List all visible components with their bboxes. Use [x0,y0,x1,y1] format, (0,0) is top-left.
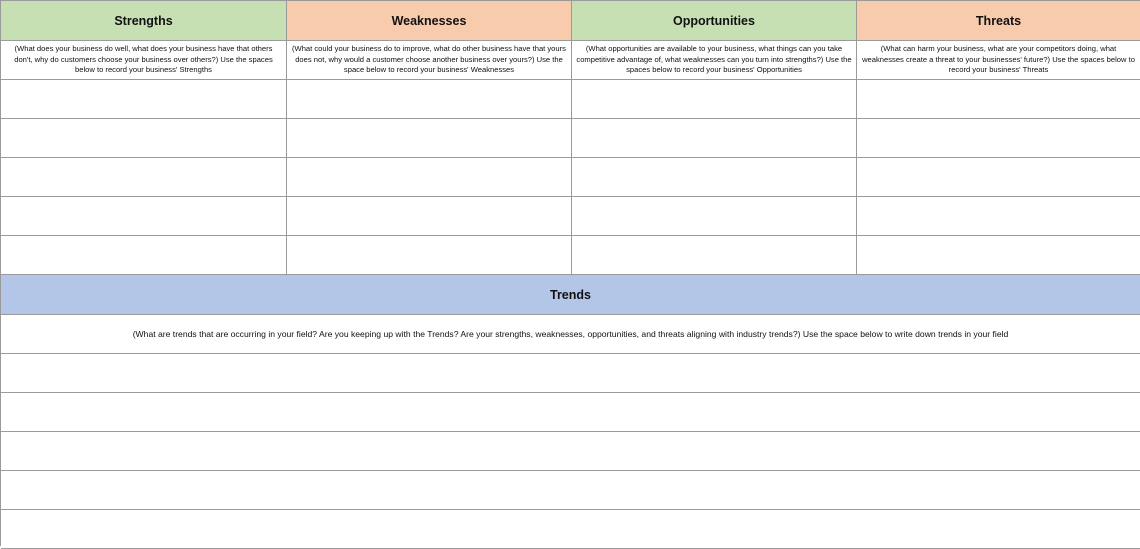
opportunities-entry-cell[interactable] [572,236,857,275]
weaknesses-entry-cell[interactable] [287,119,572,158]
threats-entry-cell[interactable] [857,80,1140,119]
strengths-entry-cell[interactable] [1,158,287,197]
threats-header[interactable]: Threats [857,1,1140,41]
trends-header[interactable]: Trends [1,275,1140,315]
swot-entry-row [1,80,1140,119]
opportunities-entry-cell[interactable] [572,119,857,158]
swot-entry-row [1,236,1140,275]
trends-entry-row [1,354,1140,393]
threats-entry-cell[interactable] [857,236,1140,275]
trends-entry-cell[interactable] [1,432,1140,471]
trends-entry-row [1,510,1140,549]
trends-entry-cell[interactable] [1,354,1140,393]
opportunities-header[interactable]: Opportunities [572,1,857,41]
strengths-entry-cell[interactable] [1,80,287,119]
trends-description[interactable]: (What are trends that are occurring in your field? Are you keeping up with the Trends? Are your strengths, weaknesses, opportunities, and threats aligning with industry trends?) Use the space below to write down trends in your field [1,315,1140,354]
trends-entry-row [1,471,1140,510]
weaknesses-entry-cell[interactable] [287,80,572,119]
weaknesses-entry-cell[interactable] [287,236,572,275]
trends-description-row [1,315,1140,354]
swot-entry-row [1,197,1140,236]
strengths-description[interactable]: (What does your business do well, what does your business have that others don't, why do customers choose your business over others?) Use the spaces below to record your business' Strengths [1,41,287,80]
trends-entry-cell[interactable] [1,510,1140,549]
strengths-header[interactable]: Strengths [1,1,287,41]
weaknesses-header[interactable]: Weaknesses [287,1,572,41]
threats-description[interactable]: (What can harm your business, what are your competitors doing, what weaknesses create a threat to your businesses' future?) Use the spaces below to record your business' Threats [857,41,1140,80]
swot-entry-row [1,119,1140,158]
trends-entry-row [1,432,1140,471]
swot-description-row [1,41,1140,80]
strengths-entry-cell[interactable] [1,236,287,275]
weaknesses-entry-cell[interactable] [287,158,572,197]
weaknesses-description[interactable]: (What could your business do to improve, what do other business have that yours does not, why would a customer choose another business over yours?) Use the space below to record your business' Weaknesses [287,41,572,80]
opportunities-description[interactable]: (What opportunities are available to your business, what things can you take competitive advantage of, what weaknesses can you turn into strengths?) Use the spaces below to record your business' Opportunities [572,41,857,80]
threats-entry-cell[interactable] [857,119,1140,158]
trends-entry-row [1,393,1140,432]
swot-header-row [1,1,1140,41]
swot-entry-row [1,158,1140,197]
trends-header-row [1,275,1140,315]
strengths-entry-cell[interactable] [1,119,287,158]
trends-entry-cell[interactable] [1,471,1140,510]
threats-entry-cell[interactable] [857,158,1140,197]
strengths-entry-cell[interactable] [1,197,287,236]
opportunities-entry-cell[interactable] [572,158,857,197]
threats-entry-cell[interactable] [857,197,1140,236]
trends-entry-cell[interactable] [1,393,1140,432]
opportunities-entry-cell[interactable] [572,80,857,119]
opportunities-entry-cell[interactable] [572,197,857,236]
weaknesses-entry-cell[interactable] [287,197,572,236]
